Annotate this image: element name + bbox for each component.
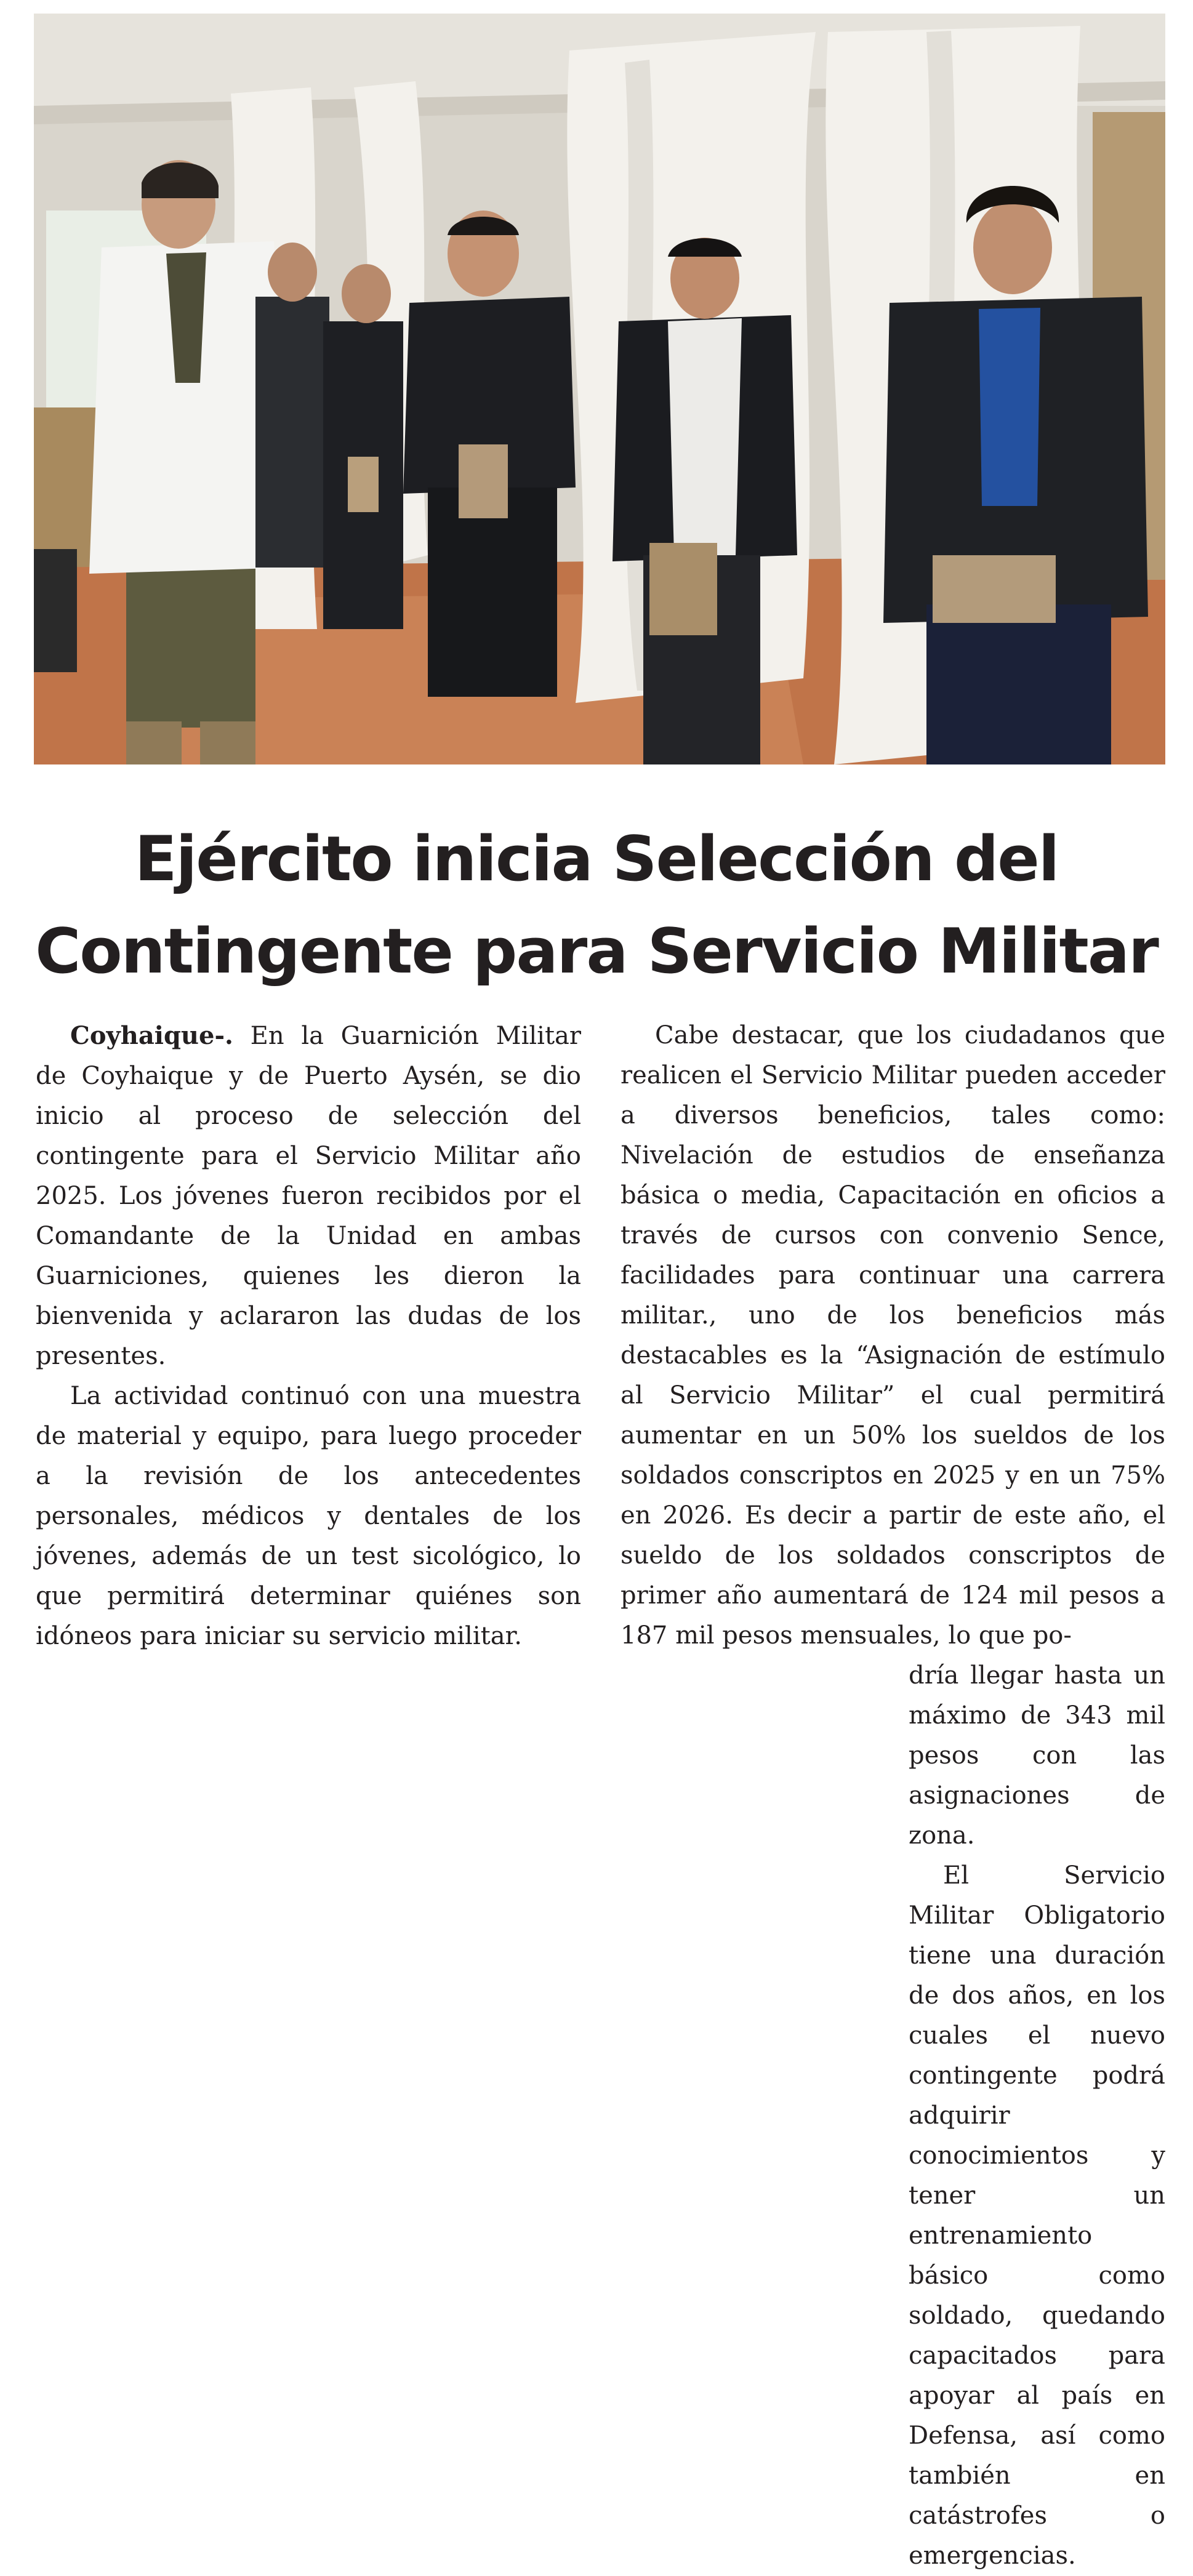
headline-line-2: Contingente para Servicio Militar (35, 915, 1158, 987)
article-paragraph: El Servicio Militar Obligatorio tiene una duración de dos años, en los cuales el nuevo contingente podrá adquirir conocimientos y tener un entrenamiento básico como soldado, quedando capacitados para apoyar al país en Defensa, así como también en catástrofes o emergencias. (909, 1861, 1165, 2570)
dateline: Coyhaique-. (70, 1021, 233, 1050)
article-column-left (36, 1016, 581, 1656)
narrow-column-block (909, 1656, 1165, 2576)
paragraph-text: En la Guarnición Militar de Coyhaique y de Puerto Aysén, se dio inicio al proceso de selección del contingente para el Servicio Militar año 2025. Los jóvenes fueron recibidos por el Comandante de la Unidad en ambas Guarniciones, quienes les dieron la bienvenida y aclararon las dudas de los presentes. (36, 1022, 581, 1370)
article-column-right (621, 1016, 1165, 2576)
headline (25, 813, 1168, 997)
article-paragraph: Cabe destacar, que los ciudadanos que realicen el Servicio Militar pueden acceder a diversos beneficios, tales como: Nivelación de estudios de enseñanza básica o media, Capacitación en oficios a través de cursos con convenio Sence, facilidades para continuar una carrera militar., uno de los beneficios más destacables es la “Asignación de estímulo al Servicio Militar” el cual permitirá aumentar en un 50% los sueldos de los soldados conscriptos en 2025 y en un 75% en 2026. Es decir a partir de este año, el sueldo de los soldados conscriptos de primer año aumentará de 124 mil pesos a 187 mil pesos mensuales, lo que po- (621, 1021, 1165, 1650)
article-photo (34, 14, 1165, 764)
article-paragraph: La actividad continuó con una muestra de material y equipo, para luego proceder a la revisión de los antecedentes personales, médicos y dentales de los jóvenes, además de un test sicológico, lo que permitirá determinar quiénes son idóneos para iniciar su servicio militar. (36, 1382, 581, 1650)
photo-icon (34, 14, 1165, 764)
article-paragraph-continued: dría llegar hasta un máximo de 343 mil pesos con las asignaciones de zona. (909, 1661, 1165, 1850)
headline-line-1: Ejército inicia Selección del (134, 822, 1059, 895)
article-paragraph (36, 1016, 581, 1376)
